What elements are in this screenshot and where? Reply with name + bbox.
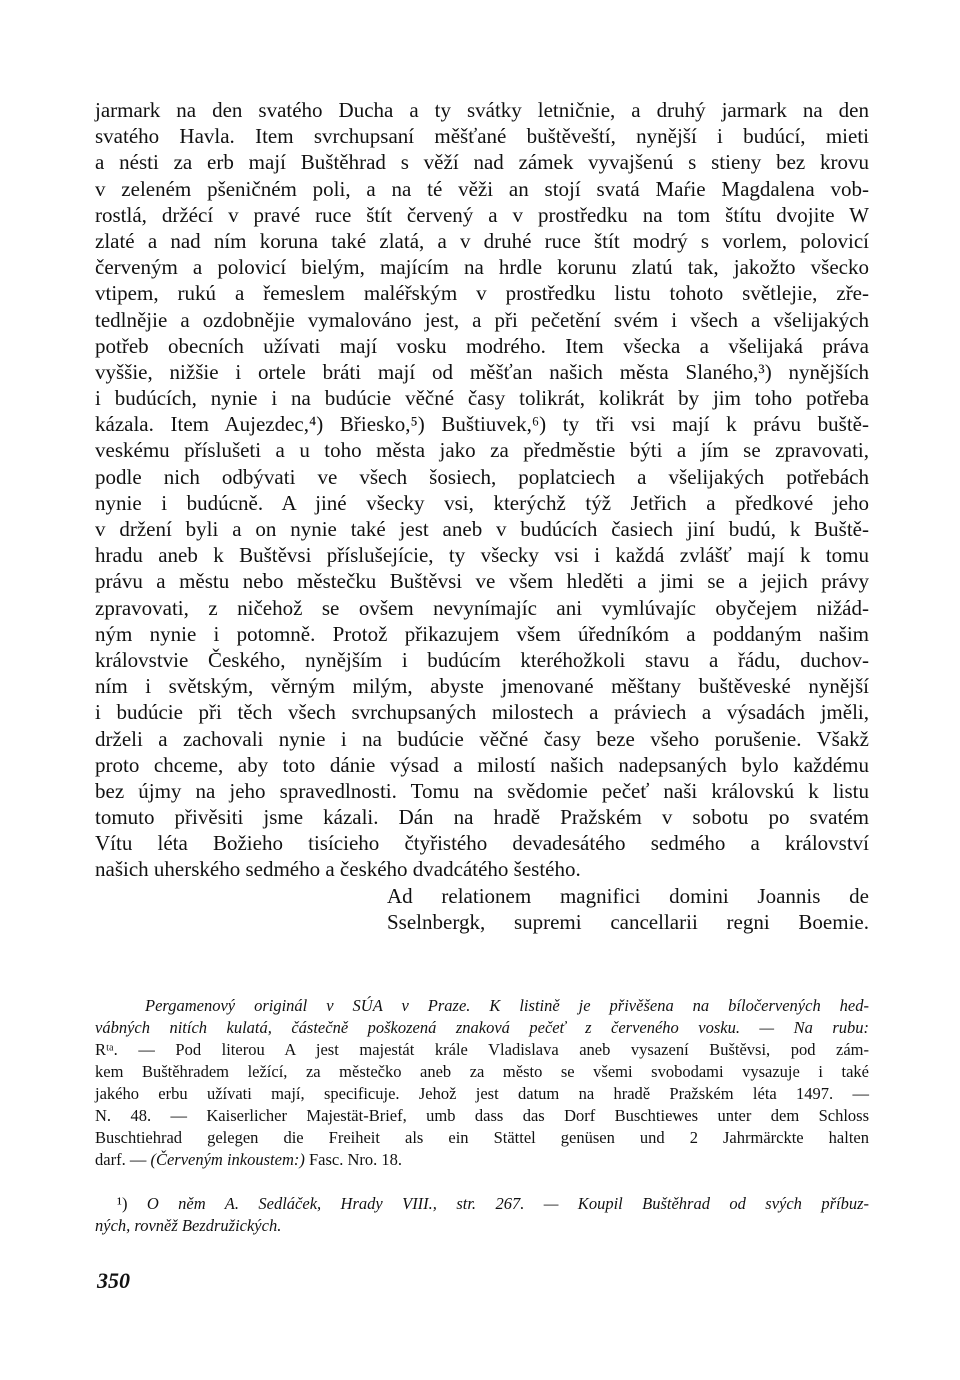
source-note-segment: N. 48. — Kaiserlicher Majestät-Brief, umb dass das Dorf Buschtiewes unter dem Schloss bbox=[95, 1106, 869, 1125]
signature-line: Sselnbergk, supremi cancellarii regni Boemie. bbox=[387, 909, 869, 934]
body-text-line: drželi a zachovali nynie i na budúcie věčné časy beze všeho porušenie. Všakž bbox=[95, 726, 869, 751]
body-text-line: kázala. Item Aujezdec,⁴) Břiesko,⁵) Buštiuvek,⁶) ty tři vsi mají k právu buště- bbox=[95, 412, 869, 437]
source-note bbox=[95, 995, 869, 1171]
body-text-line: ním i světským, věrným milým, abyste jmenované měštany buštěveské nynější bbox=[95, 674, 869, 699]
body-text-line: červeným a polovicí bielým, majícím na hrdle korunu zlatú tak, jakožto všecko bbox=[95, 255, 869, 280]
source-note-line bbox=[95, 1127, 869, 1149]
footnote-segment: ¹) bbox=[117, 1194, 147, 1213]
body-text-line: zlaté a nad ním koruna také zlatá, a v druhé ruce štít modrý s vorlem, polovicí bbox=[95, 228, 869, 253]
body-text-line: rostlá, držécí v pravé ruce štít červený a v prostředku na tom štítu dvojite W bbox=[95, 202, 869, 227]
body-text-line: zpravovati, z ničehož se ovšem nevynímajíc ani vymlúvajíc obyčejem nižád- bbox=[95, 595, 869, 620]
source-note-line bbox=[95, 1039, 869, 1061]
body-text-line: v držení byli a on nynie také jest aneb v budúcích časiech jiní budú, k Buště- bbox=[95, 517, 869, 541]
body-text-line: tomuto přivěsiti jsme kázali. Dán na hradě Pražském v sobotu po svatém bbox=[95, 805, 869, 830]
body-text-line: vtipem, rukú a řemeslem maléřským v prostředku listu tohoto světlejie, zře- bbox=[95, 281, 869, 306]
body-text-line: Vítu léta Božieho tisícieho čtyřistého devadesátého sedmého a království bbox=[95, 831, 869, 856]
source-note-line bbox=[95, 1061, 869, 1083]
source-note-segment: jakého erbu užívati mají, specificuje. Jehož jest datum na hradě Pražském léta 1497. — bbox=[95, 1084, 869, 1103]
body-text-line: právu a městu nebo městečku Buštěvsi ve všem hleděti a jimi se a jejich právy bbox=[95, 569, 869, 594]
body-text-line: i budúcie při těch všech svrchupsaných milostech a práviech a výsadách jměli, bbox=[95, 700, 869, 725]
source-note-segment: (Červeným inkoustem:) bbox=[150, 1150, 305, 1169]
footnote-line bbox=[95, 1193, 869, 1215]
page-number: 350 bbox=[97, 1268, 130, 1293]
footnote-segment: ných, rovněž Bezdružických. bbox=[95, 1216, 282, 1235]
source-note-segment: Buschtiehrad gelegen die Freiheit als ein Stättel genüsen und 2 Jahrmärckte halten bbox=[95, 1128, 869, 1147]
source-note-line bbox=[95, 1149, 869, 1171]
body-text-line: jarmark na den svatého Ducha a ty svátky letničnie, a druhý jarmark na den bbox=[95, 98, 869, 122]
body-text-line: a nésti za erb mají Buštěhrad s věží nad zámek vyvajšenú s stieny bez krovu bbox=[95, 150, 869, 175]
body-text-line: tedlnějie a ozdobnějie vymalováno jest, a při pečetění svém i všech a všelijakých bbox=[95, 307, 869, 332]
body-text-line: veskému příslušeti a u toho města jako za předměstie býti a jím se zpravovati, bbox=[95, 438, 869, 463]
source-note-line bbox=[95, 995, 869, 1017]
source-note-segment: vábných nitích kulatá, částečně poškozená znaková pečeť z červeného vosku. — Na rubu: bbox=[95, 1018, 869, 1037]
source-note-segment: Pergamenový originál v SÚA v Praze. K listině je přivěšena na bíločervených hed- bbox=[145, 996, 869, 1015]
body-text-line: ným nynie i potomně. Protož přikazujem všem úředníkóm a poddaným našim bbox=[95, 621, 869, 646]
signature-block bbox=[387, 883, 869, 935]
footnote-segment: O něm A. Sedláček, Hrady VIII., str. 267. — Koupil Buštěhrad od svých příbuz- bbox=[146, 1194, 869, 1213]
body-text-line: v zeleném pšeničném poli, a na té věži an stojí svatá Maŕie Magdalena vob- bbox=[95, 176, 869, 201]
body-text-line: královstvie Českého, nynějším i budúcím kteréhožkoli stavu a řádu, duchov- bbox=[95, 647, 869, 672]
source-note-segment: Rᵗᵃ. — Pod literou A jest majestát krále Vladislava aneb vysazení Buštěvsi, pod zám- bbox=[95, 1040, 869, 1059]
body-text-line: proto chceme, aby toto dánie výsad a milostí našich nadepsaných bylo každému bbox=[95, 752, 869, 777]
body-text-line: vyššie, nižšie i ortele bráti mají od měšťan našich města Slaného,³) nynějších bbox=[95, 359, 869, 384]
signature-line: Ad relationem magnifici domini Joannis de bbox=[387, 883, 869, 908]
source-note-line bbox=[95, 1105, 869, 1127]
body-text-line: svatého Havla. Item svrchupsaní měšťané buštěveští, nynější i budúcí, mieti bbox=[95, 124, 869, 149]
body-text-line: podle nich odbývati ve všech šosiech, poplatciech a všelijakých potřebách bbox=[95, 464, 869, 489]
source-note-line bbox=[95, 1083, 869, 1105]
body-text-line: hradu aneb k Buštěvsi příslušejície, ty všecky vsi i každá zvlášť mají k tomu bbox=[95, 543, 869, 568]
body-text-line: potřeb obecních užívati mají vosku modrého. Item všecka a všelijaká práva bbox=[95, 333, 869, 358]
footnote bbox=[95, 1193, 869, 1237]
body-text-line: našich uherského sedmého a českého dvadcátého šestého. bbox=[95, 857, 581, 882]
source-note-segment: kem Buštěhradem ležící, za městečko aneb za město se všemi svobodami vysazuje i také bbox=[95, 1062, 869, 1081]
main-text-block bbox=[95, 97, 869, 935]
source-note-segment: darf. — bbox=[95, 1150, 151, 1169]
body-text-line: nynie i budúcně. A jiné všecky vsi, kterýchž týž Jetřich a předkové jeho bbox=[95, 490, 869, 515]
body-text-line: bez újmy na jeho spravedlnosti. Tomu na svědomie pečeť naši královskú k listu bbox=[95, 778, 869, 803]
source-note-segment: Fasc. Nro. 18. bbox=[304, 1150, 403, 1169]
footnote-line bbox=[95, 1215, 869, 1237]
source-note-line bbox=[95, 1017, 869, 1039]
body-text-line: i budúcích, nynie i na budúcie věčné časy tolikrát, kolikrát by jim toho potřeba bbox=[95, 386, 869, 411]
